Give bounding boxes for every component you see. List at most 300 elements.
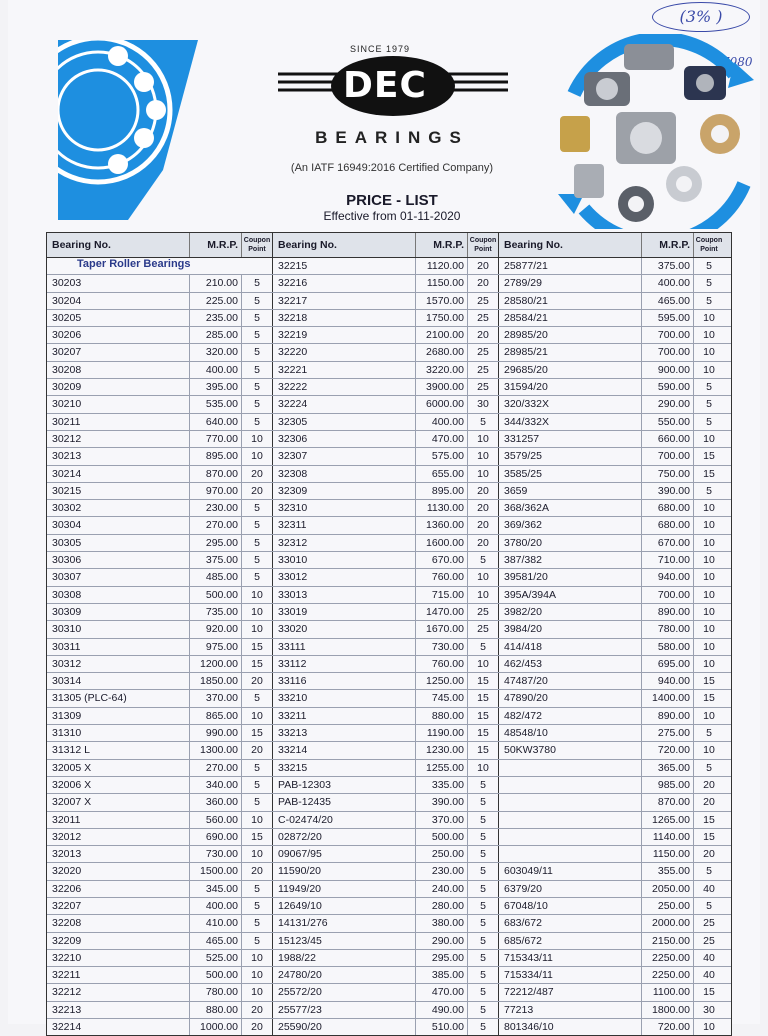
row-group-2: [272, 846, 498, 862]
mrp-cell: 345.00: [189, 881, 241, 897]
coupon-point-cell: 20: [467, 483, 498, 499]
mrp-cell: 370.00: [415, 812, 467, 828]
row-group-3: [498, 777, 724, 793]
row-group-2: [272, 881, 498, 897]
mrp-cell: 375.00: [189, 552, 241, 568]
bearing-no-cell: 25877/21: [504, 260, 548, 272]
row-group-2: [272, 967, 498, 983]
row-group-1: [47, 881, 272, 897]
effective-date: Effective from 01-11-2020: [323, 209, 461, 223]
mrp-cell: 1200.00: [189, 656, 241, 672]
bearing-products-collage: [544, 34, 764, 229]
row-group-1: [47, 621, 272, 637]
bearing-no-cell: 39581/20: [504, 571, 548, 584]
mrp-cell: 720.00: [641, 742, 693, 758]
coupon-point-cell: 10: [241, 950, 272, 966]
bearing-no-cell: 32214: [52, 1021, 82, 1034]
coupon-point-cell: 5: [241, 569, 272, 585]
mrp-cell: 1150.00: [415, 275, 467, 291]
row-group-2: [272, 863, 498, 879]
row-group-1: [47, 448, 272, 464]
mrp-cell: 270.00: [189, 760, 241, 776]
table-row: [47, 915, 731, 932]
mrp-cell: 1140.00: [641, 829, 693, 845]
bearing-no-cell: 32308: [278, 467, 308, 480]
mrp-cell: 1850.00: [189, 673, 241, 689]
mrp-cell: 730.00: [189, 846, 241, 862]
mrp-cell: 890.00: [641, 708, 693, 724]
bearing-no-cell: 32005 X: [52, 761, 92, 774]
bearing-no-cell: 47487/20: [504, 675, 548, 688]
coupon-point-cell: 5: [693, 898, 724, 914]
mrp-cell: 865.00: [189, 708, 241, 724]
row-group-3: [498, 500, 724, 516]
bearing-no-cell: 685/672: [504, 934, 542, 947]
coupon-point-cell: 25: [693, 915, 724, 931]
bearing-no-cell: 48548/10: [504, 727, 548, 740]
row-group-1: [47, 742, 272, 758]
mrp-cell: 890.00: [641, 604, 693, 620]
row-group-3: [498, 984, 724, 1000]
mrp-cell: 590.00: [641, 379, 693, 395]
bearing-no-cell: 30309: [52, 605, 82, 618]
bearing-no-cell: 28985/20: [504, 329, 548, 342]
bearing-no-cell: 32306: [278, 432, 308, 445]
row-group-3: [498, 846, 724, 862]
mrp-cell: 880.00: [189, 1002, 241, 1018]
row-group-3: [498, 275, 724, 291]
row-group-3: [498, 327, 724, 343]
row-group-3: [498, 933, 724, 949]
mrp-cell: 1400.00: [641, 690, 693, 706]
row-group-2: [272, 569, 498, 585]
row-group-1: [47, 1002, 272, 1018]
mrp-cell: 990.00: [189, 725, 241, 741]
mrp-cell: 975.00: [189, 639, 241, 655]
bearing-no-cell: 67048/10: [504, 899, 548, 912]
bearing-no-cell: 31312 L: [52, 744, 90, 757]
coupon-point-cell: 5: [467, 1002, 498, 1018]
coupon-point-cell: 5: [693, 414, 724, 430]
bearing-no-cell: 3780/20: [504, 536, 542, 549]
coupon-point-cell: 10: [467, 569, 498, 585]
table-row: [47, 967, 731, 984]
row-group-2: [272, 690, 498, 706]
table-row: [47, 690, 731, 707]
coupon-point-cell: 20: [467, 535, 498, 551]
row-group-3: [498, 483, 724, 499]
mrp-cell: 525.00: [189, 950, 241, 966]
mrp-cell: 870.00: [641, 794, 693, 810]
since-label: SINCE 1979: [349, 44, 411, 54]
mrp-cell: 2150.00: [641, 933, 693, 949]
table-row: [47, 673, 731, 690]
table-row: [47, 639, 731, 656]
table-row: [47, 535, 731, 552]
bearing-no-cell: 30307: [52, 571, 82, 584]
row-group-2: [272, 898, 498, 914]
mrp-cell: 560.00: [189, 812, 241, 828]
table-row: [47, 1002, 731, 1019]
coupon-point-cell: 5: [241, 915, 272, 931]
row-group-3: [498, 898, 724, 914]
header-mrp: M.R.P.: [415, 233, 467, 257]
bearing-no-cell: 30304: [52, 519, 82, 532]
row-group-1: [47, 812, 272, 828]
coupon-point-cell: 15: [693, 829, 724, 845]
mrp-cell: 700.00: [641, 448, 693, 464]
row-group-2: [272, 1002, 498, 1018]
mrp-cell: 360.00: [189, 794, 241, 810]
price-table: [46, 232, 732, 1036]
bearing-no-cell: 47890/20: [504, 692, 548, 705]
coupon-point-cell: 5: [241, 310, 272, 326]
row-group-3: [498, 552, 724, 568]
bearing-no-cell: 30314: [52, 675, 82, 688]
row-group-2: [272, 1019, 498, 1035]
coupon-point-cell: 15: [693, 466, 724, 482]
table-row: [47, 725, 731, 742]
mrp-cell: 395.00: [189, 379, 241, 395]
bearing-no-cell: 32216: [278, 277, 308, 290]
bearing-no-cell: 32012: [52, 830, 82, 843]
bearing-no-cell: 3585/25: [504, 467, 542, 480]
table-row: [47, 344, 731, 361]
coupon-point-cell: 20: [467, 275, 498, 291]
bearing-no-cell: 15123/45: [278, 934, 322, 947]
mrp-cell: 1000.00: [189, 1019, 241, 1035]
coupon-point-cell: 20: [693, 846, 724, 862]
bearing-no-cell: 32007 X: [52, 796, 92, 809]
mrp-cell: 465.00: [189, 933, 241, 949]
table-row: [47, 396, 731, 413]
mrp-cell: 380.00: [415, 915, 467, 931]
coupon-point-cell: 15: [693, 812, 724, 828]
row-group-2: [272, 431, 498, 447]
mrp-cell: 680.00: [641, 517, 693, 533]
header-mrp: M.R.P.: [641, 233, 693, 257]
coupon-point-cell: 10: [467, 656, 498, 672]
table-row: [47, 933, 731, 950]
bearing-no-cell: 369/362: [504, 519, 542, 532]
mrp-cell: 400.00: [415, 414, 467, 430]
coupon-point-cell: 5: [467, 812, 498, 828]
header-coupon-point: Coupon Point: [241, 233, 272, 257]
mrp-cell: 535.00: [189, 396, 241, 412]
mrp-cell: 400.00: [189, 898, 241, 914]
mrp-cell: 760.00: [415, 656, 467, 672]
bearing-no-cell: 32209: [52, 934, 82, 947]
row-group-1: [47, 587, 272, 603]
mrp-cell: 2050.00: [641, 881, 693, 897]
row-group-1: [47, 915, 272, 931]
column-group-2: [272, 233, 498, 257]
bearing-no-cell: 33213: [278, 727, 308, 740]
mrp-cell: 250.00: [415, 846, 467, 862]
row-group-2: [272, 829, 498, 845]
mrp-cell: 710.00: [641, 552, 693, 568]
mrp-cell: 365.00: [641, 760, 693, 776]
coupon-point-cell: 5: [241, 794, 272, 810]
row-group-2: [272, 362, 498, 378]
mrp-cell: 1470.00: [415, 604, 467, 620]
table-row: [47, 448, 731, 465]
bearing-no-cell: 32312: [278, 536, 308, 549]
mrp-cell: 2680.00: [415, 344, 467, 360]
mrp-cell: 470.00: [415, 984, 467, 1000]
coupon-point-cell: 5: [241, 760, 272, 776]
header-mrp: M.R.P.: [189, 233, 241, 257]
row-group-2: [272, 794, 498, 810]
mrp-cell: 1500.00: [189, 863, 241, 879]
row-group-2: [272, 483, 498, 499]
bearing-no-cell: 12649/10: [278, 899, 322, 912]
mrp-cell: 250.00: [641, 898, 693, 914]
table-row: [47, 1019, 731, 1035]
coupon-point-cell: 5: [467, 414, 498, 430]
bearing-no-cell: 30208: [52, 363, 82, 376]
bearing-no-cell: PAB-12303: [278, 778, 331, 791]
coupon-point-cell: 5: [241, 275, 272, 291]
coupon-point-cell: 20: [693, 777, 724, 793]
row-group-2: [272, 950, 498, 966]
coupon-point-cell: 10: [693, 362, 724, 378]
coupon-point-cell: 5: [467, 950, 498, 966]
coupon-point-cell: 10: [241, 984, 272, 1000]
coupon-point-cell: 5: [467, 967, 498, 983]
mrp-cell: 400.00: [641, 275, 693, 291]
row-group-1: [47, 431, 272, 447]
table-row: [47, 414, 731, 431]
bearing-no-cell: 32013: [52, 848, 82, 861]
coupon-point-cell: 5: [693, 760, 724, 776]
mrp-cell: 490.00: [415, 1002, 467, 1018]
coupon-point-cell: 5: [467, 846, 498, 862]
bearing-no-cell: [499, 846, 641, 862]
mrp-cell: 735.00: [189, 604, 241, 620]
table-row: [47, 846, 731, 863]
row-group-2: [272, 258, 498, 274]
bearing-no-cell: 14131/276: [278, 917, 328, 930]
bearing-no-cell: 32212: [52, 986, 82, 999]
coupon-point-cell: 5: [241, 344, 272, 360]
bearing-no-cell: PAB-12435: [278, 796, 331, 809]
row-group-2: [272, 327, 498, 343]
bearing-no-cell: 603049/11: [504, 865, 553, 878]
bearing-no-cell: 32310: [278, 502, 308, 515]
mrp-cell: 225.00: [189, 293, 241, 309]
mrp-cell: 340.00: [189, 777, 241, 793]
coupon-point-cell: 10: [693, 569, 724, 585]
row-group-2: [272, 708, 498, 724]
coupon-point-cell: 15: [467, 708, 498, 724]
row-group-1: [47, 656, 272, 672]
coupon-point-cell: 5: [241, 552, 272, 568]
table-row: [47, 863, 731, 880]
coupon-point-cell: 10: [241, 604, 272, 620]
bearing-no-cell: 24780/20: [278, 969, 322, 982]
row-group-2: [272, 552, 498, 568]
coupon-point-cell: 5: [693, 725, 724, 741]
mrp-cell: 580.00: [641, 639, 693, 655]
bearing-no-cell: 368/362A: [504, 502, 549, 515]
mrp-cell: 880.00: [415, 708, 467, 724]
page-title: PRICE - LIST: [346, 192, 438, 209]
coupon-point-cell: 5: [241, 327, 272, 343]
bearing-no-cell: 32221: [278, 363, 308, 376]
coupon-point-cell: 5: [241, 362, 272, 378]
coupon-point-cell: 10: [693, 517, 724, 533]
row-group-1: [47, 690, 272, 706]
mrp-cell: 575.00: [415, 448, 467, 464]
row-group-2: [272, 915, 498, 931]
bearing-no-cell: 33019: [278, 605, 308, 618]
mrp-cell: 1130.00: [415, 500, 467, 516]
row-group-3: [498, 725, 724, 741]
coupon-point-cell: 5: [467, 639, 498, 655]
coupon-point-cell: 15: [241, 725, 272, 741]
row-group-3: [498, 431, 724, 447]
bearing-no-cell: 30215: [52, 484, 82, 497]
coupon-point-cell: 20: [693, 794, 724, 810]
coupon-point-cell: 15: [467, 725, 498, 741]
coupon-point-cell: 10: [467, 466, 498, 482]
coupon-point-cell: 20: [241, 742, 272, 758]
coupon-point-cell: 5: [693, 483, 724, 499]
mrp-cell: 760.00: [415, 569, 467, 585]
table-row: [47, 621, 731, 638]
row-group-1: [47, 984, 272, 1000]
row-group-2: [272, 379, 498, 395]
coupon-point-cell: 5: [467, 984, 498, 1000]
bearing-no-cell: 32305: [278, 415, 308, 428]
table-row: [47, 898, 731, 915]
table-row: [47, 829, 731, 846]
coupon-point-cell: 15: [241, 656, 272, 672]
bearing-no-cell: 331257: [504, 432, 540, 445]
coupon-point-cell: 25: [467, 293, 498, 309]
header-coupon-point: Coupon Point: [693, 233, 724, 257]
bearing-no-cell: 32206: [52, 882, 82, 895]
bearing-no-cell: 715343/11: [504, 951, 553, 964]
mrp-cell: 715.00: [415, 587, 467, 603]
coupon-point-cell: 25: [467, 621, 498, 637]
coupon-point-cell: 5: [241, 500, 272, 516]
mrp-cell: 280.00: [415, 898, 467, 914]
row-group-1: [47, 933, 272, 949]
row-group-1: [47, 569, 272, 585]
bearing-no-cell: 30206: [52, 329, 82, 342]
header-bearing-no: Bearing No.: [278, 239, 337, 251]
coupon-point-cell: 5: [467, 829, 498, 845]
mrp-cell: 335.00: [415, 777, 467, 793]
bearing-no-cell: 32011: [52, 813, 81, 826]
coupon-point-cell: 10: [693, 310, 724, 326]
table-row: [47, 379, 731, 396]
row-group-2: [272, 812, 498, 828]
bearing-no-cell: 25590/20: [278, 1021, 322, 1034]
bearing-no-cell: 1988/22: [278, 951, 316, 964]
bearing-no-cell: 32219: [278, 329, 308, 342]
table-row: [47, 552, 731, 569]
mrp-cell: 3900.00: [415, 379, 467, 395]
mrp-cell: 780.00: [641, 621, 693, 637]
row-group-1: [47, 777, 272, 793]
coupon-point-cell: 5: [241, 379, 272, 395]
bearing-no-cell: 50KW3780: [504, 744, 556, 757]
row-group-1: [47, 517, 272, 533]
mrp-cell: 670.00: [415, 552, 467, 568]
row-group-3: [498, 604, 724, 620]
coupon-point-cell: 40: [693, 967, 724, 983]
mrp-cell: 240.00: [415, 881, 467, 897]
coupon-point-cell: 10: [693, 708, 724, 724]
table-row: [47, 950, 731, 967]
row-group-3: [498, 881, 724, 897]
mrp-cell: 2250.00: [641, 950, 693, 966]
bearing-no-cell: 32020: [52, 865, 82, 878]
mrp-cell: 1120.00: [415, 258, 467, 274]
table-row: [47, 881, 731, 898]
row-group-1: [47, 639, 272, 655]
coupon-point-cell: 20: [241, 1019, 272, 1035]
row-group-2: [272, 933, 498, 949]
mrp-cell: 500.00: [189, 967, 241, 983]
table-row: [47, 362, 731, 379]
row-group-2: [272, 984, 498, 1000]
row-group-1: [47, 344, 272, 360]
bearing-no-cell: 32208: [52, 917, 82, 930]
bearing-no-cell: 30207: [52, 346, 82, 359]
row-group-1: [47, 794, 272, 810]
row-group-1: [47, 898, 272, 914]
bearing-no-cell: 30302: [52, 502, 82, 515]
mrp-cell: 210.00: [189, 275, 241, 291]
coupon-point-cell: 15: [467, 742, 498, 758]
bearing-no-cell: 32207: [52, 899, 82, 912]
mrp-cell: 390.00: [415, 794, 467, 810]
mrp-cell: 595.00: [641, 310, 693, 326]
bearing-no-cell: 32222: [278, 381, 308, 394]
bearing-no-cell: 33012: [278, 571, 308, 584]
table-row: [47, 293, 731, 310]
mrp-cell: 900.00: [641, 362, 693, 378]
bearing-graphic-icon: [58, 40, 198, 220]
coupon-point-cell: 10: [693, 639, 724, 655]
table-row: [47, 258, 731, 275]
bearing-no-cell: 30305: [52, 536, 82, 549]
bearing-no-cell: 30310: [52, 623, 82, 636]
mrp-cell: 355.00: [641, 863, 693, 879]
row-group-3: [498, 310, 724, 326]
bearing-no-cell: 77213: [504, 1003, 534, 1016]
mrp-cell: 1570.00: [415, 293, 467, 309]
bearing-no-cell: 30312: [52, 657, 82, 670]
brand-name: BEARINGS: [315, 128, 469, 147]
table-row: [47, 517, 731, 534]
coupon-point-cell: 40: [693, 950, 724, 966]
row-group-1: [47, 967, 272, 983]
bearing-no-cell: [499, 777, 641, 793]
mrp-cell: 295.00: [415, 950, 467, 966]
coupon-point-cell: 5: [693, 396, 724, 412]
mrp-cell: 1600.00: [415, 535, 467, 551]
coupon-point-cell: 10: [241, 846, 272, 862]
mrp-cell: 700.00: [641, 587, 693, 603]
table-row: [47, 656, 731, 673]
coupon-point-cell: 30: [693, 1002, 724, 1018]
bearing-no-cell: 33020: [278, 623, 308, 636]
